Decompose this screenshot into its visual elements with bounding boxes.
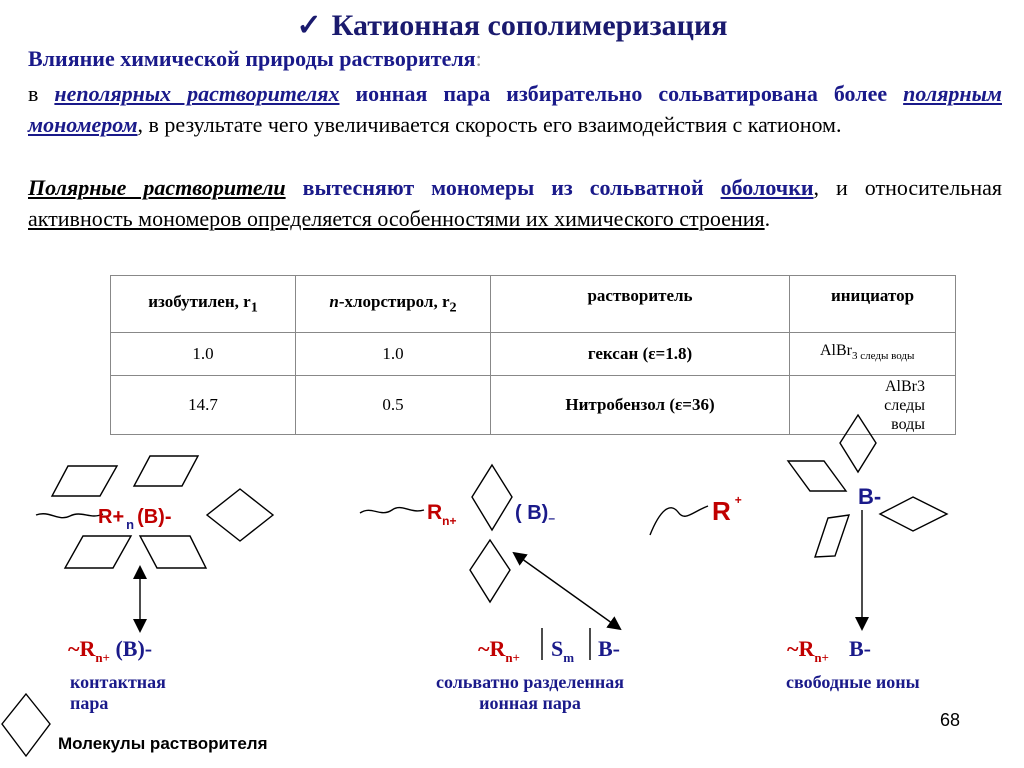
contact-ion-pair: R+ $_n$ (B)- (98, 506, 172, 532)
label-free-ions: свободные ионы (786, 672, 920, 692)
legend-solvent-label: Молекулы растворителя (58, 734, 268, 753)
term-nonpolar-solvents: неполярных растворителях (54, 81, 340, 106)
solvent-molecule (788, 461, 846, 491)
polymer-chain (650, 506, 708, 535)
solvent-molecule (140, 536, 206, 568)
solvent-molecule (65, 536, 131, 568)
legend-solvent-icon (2, 694, 50, 756)
page-title: ✓ Катионная сополимеризация (296, 9, 728, 42)
solvent-molecule (134, 456, 198, 486)
solvent-molecule (207, 489, 273, 541)
solvent-molecule (470, 540, 510, 602)
solvent-molecule (815, 515, 849, 557)
cell-solvent: Нитробензол (ε=36) (491, 376, 790, 435)
header-chlorostyrene: п-хлорстирол, $r_2$ (296, 276, 491, 333)
cell-r1: 14.7 (111, 376, 296, 435)
header-solvent: растворитель (491, 276, 790, 333)
free-anion: B- (858, 484, 882, 509)
polymer-chain (360, 508, 424, 513)
term-polar-monomer: полярным мономером (28, 81, 1002, 137)
cell-r2: 0.5 (296, 376, 491, 435)
section-subtitle: Влияние химической природы растворителя: (28, 46, 482, 71)
page-number: 68 (940, 710, 961, 730)
label-contact-pair: контактная пара (70, 672, 166, 713)
paragraph-nonpolar: в неполярных растворителях ионная пара избирательно сольватирована более полярным мономером, в результате чего увеличивается скорость его взаимодействия с катионом. (28, 81, 1002, 137)
polymer-chain (36, 514, 103, 518)
separated-cation: $R_{n+}$ (427, 501, 457, 528)
formula-separated: $\sim R_{n+}$ (478, 636, 520, 665)
paragraph-polar: Полярные растворители вытесняют мономеры из сольватной оболочки, и относительная активность мономеров определяется особенностями их химического строения. (28, 175, 1002, 231)
cell-initiator: AlBr$_{3 следы воды}$ (790, 333, 956, 376)
cell-r1: 1.0 (111, 333, 296, 376)
solvent-molecule (840, 415, 876, 472)
arrow-separated (518, 556, 616, 626)
cell-initiator: AlBr3 следы воды (790, 376, 956, 435)
formula-separated-anion: B- (598, 636, 620, 661)
label-separated-pair: сольватно разделенная ионная пара (436, 672, 624, 713)
cell-r2: 1.0 (296, 333, 491, 376)
term-shell: оболочки (720, 175, 814, 200)
formula-free: $\sim R_{n+}$ B- (787, 636, 871, 665)
free-cation: R + (712, 493, 742, 526)
separated-anion: ( B)– (515, 502, 556, 525)
term-activity: активность мономеров определяется особенностями их химического строения (28, 206, 765, 231)
solvent-molecule (880, 497, 947, 531)
cell-solvent: гексан (ε=1.8) (491, 333, 790, 376)
term-polar-solvents: Полярные растворители (28, 175, 286, 200)
checkmark-icon: ✓ (296, 9, 322, 42)
formula-contact: $\sim R_{n+}$ (B)- (68, 636, 153, 665)
formula-solvent: $S_m$ (551, 636, 575, 665)
solvent-molecule (52, 466, 117, 496)
header-isobutylene: изобутилен, $r_1$ (111, 276, 296, 333)
header-initiator: инициатор (790, 276, 956, 333)
solvent-molecule (472, 465, 512, 530)
